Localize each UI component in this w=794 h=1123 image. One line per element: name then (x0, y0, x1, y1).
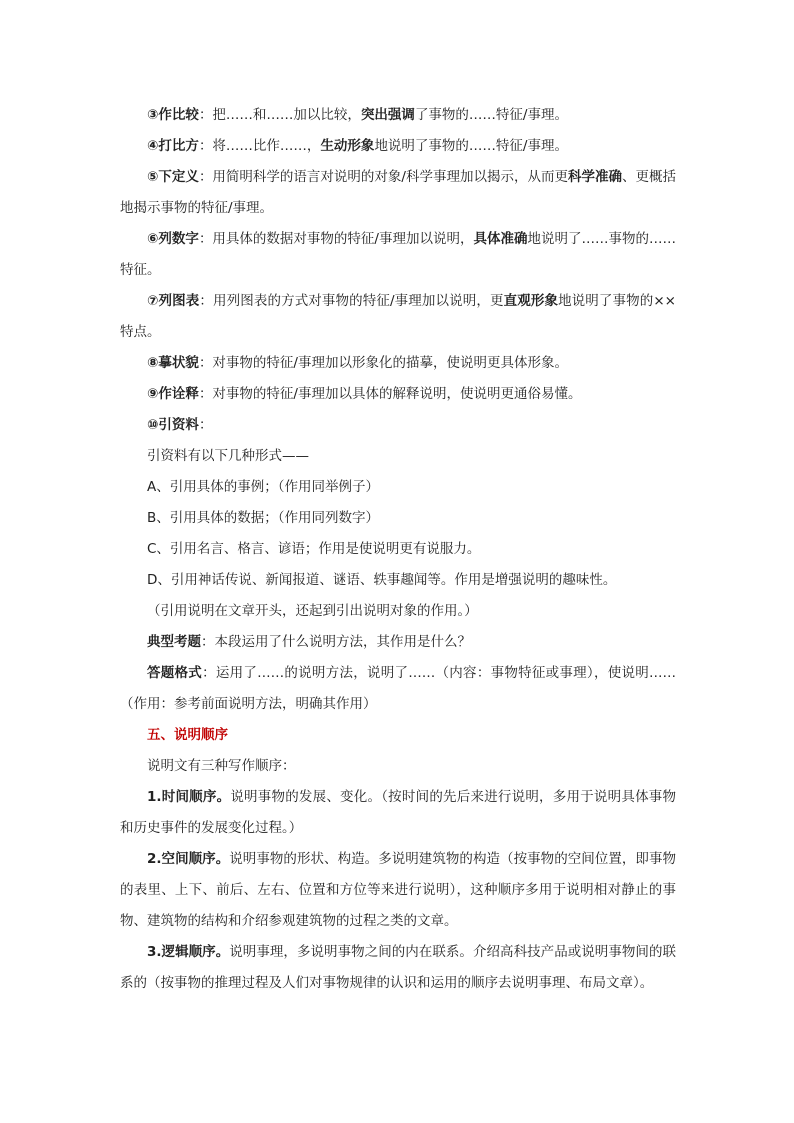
citation-forms (120, 472, 676, 596)
method-text: ：将……比作……， (198, 138, 321, 154)
method-label: ⑥列数字 (147, 231, 199, 247)
list-item: B、引用具体的数据；（作用同列数字） (147, 510, 380, 526)
method-label: ④打比方 (147, 138, 199, 154)
typical-question-label: 典型考题 (147, 634, 201, 650)
order-label: 1.时间顺序。 (147, 789, 231, 805)
method-text: 地说明了事物的××特点。 (120, 293, 676, 340)
typical-question-text: ：本段运用了什么说明方法，其作用是什么？ (201, 634, 471, 650)
method-text: 地说明了……事物的……特征。 (120, 231, 676, 278)
method-text: ： (198, 417, 213, 433)
answer-format (120, 658, 676, 720)
order-label: 2.空间顺序。 (147, 851, 230, 867)
order-time (120, 782, 676, 844)
method-label: ⑨作诠释 (147, 386, 199, 402)
typical-question (120, 627, 676, 658)
method-text: 、更概括地揭示事物的特征/事理。 (120, 169, 676, 216)
list-item: D、引用神话传说、新闻报道、谜语、轶事趣闻等。作用是增强说明的趣味性。 (147, 572, 617, 588)
order-text: 说明事理，多说明事物之间的内在联系。介绍高科技产品或说明事物间的联系的（按事物的推理过程及人们对事物规律的认识和运用的顺序去说明事理、布局文章）。 (120, 944, 677, 991)
section-intro: 说明文有三种写作顺序： (147, 758, 296, 774)
method-text: ：用列图表的方式对事物的特征/事理加以说明，更 (199, 293, 504, 309)
method-text: 地说明了事物的……特征/事理。 (374, 138, 568, 154)
method-charts (120, 286, 676, 348)
method-label: ⑧摹状貌 (147, 355, 199, 371)
method-text: ：用简明科学的语言对说明的对象/科学事理加以揭示，从而更 (198, 169, 568, 185)
method-text: ：对事物的特征/事理加以形象化的描摹，使说明更具体形象。 (198, 355, 568, 371)
order-label: 3.逻辑顺序。 (147, 944, 230, 960)
list-item: A、引用具体的事例；（作用同举例子） (147, 479, 379, 495)
citation-intro: 引资料有以下几种形式—— (147, 448, 309, 464)
answer-format-text: ：运用了……的说明方法，说明了……（内容：事物特征或事理），使说明……（作用：参考前面说明方法，明确其作用） (120, 665, 677, 712)
order-list (120, 782, 676, 999)
method-emphasis: 科学准确 (568, 169, 622, 185)
method-compare (120, 100, 676, 131)
method-text: ：把……和……加以比较， (198, 107, 361, 123)
method-emphasis: 直观形象 (503, 293, 559, 309)
document-body (120, 100, 676, 999)
method-emphasis: 生动形象 (320, 138, 375, 154)
method-text: 了事物的……特征/事理。 (414, 107, 568, 123)
order-text: 说明事物的发展、变化。（按时间的先后来进行说明，多用于说明具体事物和历史事件的发展变化过程。） (120, 789, 676, 836)
method-emphasis: 突出强调 (360, 107, 415, 123)
method-text: ：用具体的数据对事物的特征/事理加以说明， (198, 231, 474, 247)
list-item: C、引用名言、格言、谚语；作用是使说明更有说服力。 (147, 541, 481, 557)
method-definition (120, 162, 676, 224)
method-description (120, 348, 676, 379)
method-emphasis: 具体准确 (473, 231, 528, 247)
answer-format-label: 答题格式 (147, 665, 203, 681)
order-text: 说明事物的形状、构造。多说明建筑物的构造（按事物的空间位置，即事物的表里、上下、前后、左右、位置和方位等来进行说明），这种顺序多用于说明相对静止的事物、建筑物的结构和介绍参观建筑物的过程之类的文章。 (120, 851, 677, 929)
method-label: ⑩引资料 (147, 417, 199, 433)
method-text: ：对事物的特征/事理加以具体的解释说明，使说明更通俗易懂。 (198, 386, 582, 402)
section-heading: 五、说明顺序 (147, 727, 228, 743)
citation-note: （引用说明在文章开头，还起到引出说明对象的作用。） (147, 603, 478, 619)
method-citation (120, 410, 676, 441)
order-logic (120, 937, 676, 999)
method-label: ③作比较 (147, 107, 199, 123)
order-space (120, 844, 676, 937)
method-list (120, 100, 676, 441)
method-analogy (120, 131, 676, 162)
method-numbers (120, 224, 676, 286)
method-interpretation (120, 379, 676, 410)
method-label: ⑦列图表 (147, 293, 200, 309)
method-label: ⑤下定义 (147, 169, 199, 185)
